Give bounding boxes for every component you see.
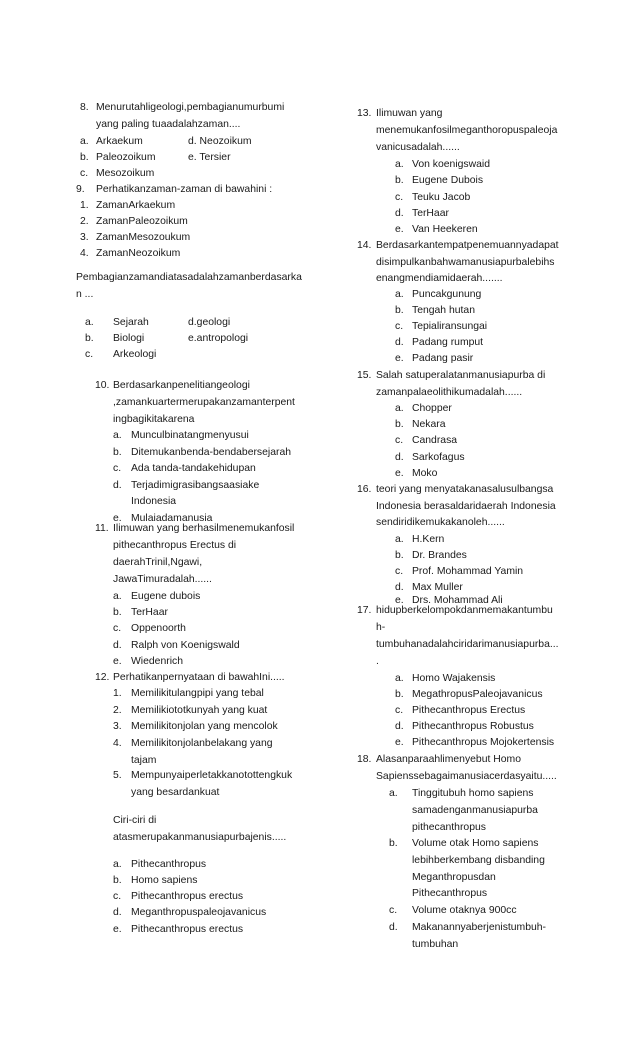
text-line: yang paling tuaadalahzaman.... (96, 119, 241, 130)
text-line: Max Muller (412, 582, 463, 593)
item-marker-b: b. (395, 305, 404, 316)
item-marker-a: a. (80, 136, 89, 147)
item-marker-9: 9. (76, 184, 85, 195)
answer-option: e.antropologi (188, 333, 249, 344)
text-line: Padang pasir (412, 353, 474, 364)
text-line: Sapienssebagaimanusiacerdasyaitu..... (376, 771, 557, 782)
text-line: Sejarah (113, 317, 149, 328)
item-marker-4: 4. (80, 248, 89, 259)
item-marker-1: 1. (80, 200, 89, 211)
text-line: Drs. Mohammad Ali (412, 595, 503, 606)
text-line: Memilikitulangpipi yang tebal (131, 688, 264, 699)
item-marker-b: b. (80, 152, 89, 163)
item-marker-c: c. (113, 891, 122, 902)
text-line: Moko (412, 468, 438, 479)
text-line: Salah satuperalatanmanusiapurba di (376, 370, 546, 381)
item-marker-b: b. (113, 875, 122, 886)
text-line: Arkeologi (113, 349, 157, 360)
text-line: Terjadimigrasibangsaasiake (131, 480, 260, 491)
item-marker-e: e. (113, 513, 122, 524)
text-line: Biologi (113, 333, 145, 344)
item-marker-d: d. (395, 208, 404, 219)
text-line: ZamanNeozoikum (96, 248, 181, 259)
item-marker-c: c. (85, 349, 94, 360)
item-marker-e: e. (113, 656, 122, 667)
text-line: Eugene Dubois (412, 175, 484, 186)
text-line: Ilimuwan yang (376, 108, 443, 119)
item-marker-2: 2. (80, 216, 89, 227)
text-line: Tinggitubuh homo sapiens (412, 788, 534, 799)
text-line: Prof. Mohammad Yamin (412, 566, 524, 577)
item-marker-c: c. (113, 623, 122, 634)
item-marker-e: e. (113, 924, 122, 935)
item-marker-17: 17. (357, 605, 372, 616)
text-line: H.Kern (412, 534, 445, 545)
text-line: menemukanfosilmeganthoropuspaleoja (376, 125, 558, 136)
text-line: Van Heekeren (412, 224, 478, 235)
text-line: tumbuhan (412, 939, 459, 950)
text-line: Berdasarkanpenelitiangeologi (113, 380, 250, 391)
text-line: yang besardankuat (131, 787, 220, 798)
text-line: ZamanArkaekum (96, 200, 176, 211)
text-line: daerahTrinil,Ngawi, (113, 557, 203, 568)
text-line: Mempunyaiperletakkanotottengkuk (131, 770, 293, 781)
text-line: Pithecanthropus Erectus (412, 705, 526, 716)
item-marker-a: a. (395, 403, 404, 414)
item-marker-1: 1. (113, 688, 122, 699)
item-marker-16: 16. (357, 484, 372, 495)
text-line: Meganthropusdan (412, 872, 496, 883)
item-marker-a: a. (85, 317, 94, 328)
text-line: Padang rumput (412, 337, 484, 348)
text-line: Puncakgunung (412, 289, 482, 300)
item-marker-c: c. (395, 192, 404, 203)
text-line: ZamanPaleozoikum (96, 216, 188, 227)
text-line: TerHaar (412, 208, 449, 219)
item-marker-a: a. (395, 673, 404, 684)
text-line: Indonesia (131, 496, 177, 507)
text-line: enangmendiamidaerah....... (376, 273, 503, 284)
text-line: JawaTimuradalah...... (113, 574, 212, 585)
text-line: TerHaar (131, 607, 168, 618)
item-marker-c: c. (389, 905, 398, 916)
item-marker-15: 15. (357, 370, 372, 381)
text-line: Meganthropuspaleojavanicus (131, 907, 267, 918)
text-line: . (376, 656, 379, 667)
item-marker-14: 14. (357, 240, 372, 251)
item-marker-c: c. (80, 168, 89, 179)
item-marker-e: e. (395, 468, 404, 479)
text-line: Ciri-ciri di (113, 815, 157, 826)
text-line: vanicusadalah...... (376, 142, 460, 153)
text-line: n ... (76, 289, 94, 300)
text-line: Tepialiransungai (412, 321, 488, 332)
text-line: Oppenoorth (131, 623, 186, 634)
item-marker-e: e. (395, 595, 404, 606)
item-marker-b: b. (395, 550, 404, 561)
text-line: Pithecanthropus (131, 859, 207, 870)
item-marker-c: c. (395, 566, 404, 577)
text-line: Berdasarkantempatpenemuannyadapat (376, 240, 559, 251)
text-line: Von koenigswaid (412, 159, 490, 170)
text-line: samadenganmanusiapurba (412, 805, 538, 816)
text-line: Alasanparaahlimenyebut Homo (376, 754, 521, 765)
text-line: Ralph von Koenigswald (131, 640, 240, 651)
item-marker-c: c. (395, 435, 404, 446)
text-line: teori yang menyatakanasalusulbangsa (376, 484, 554, 495)
item-marker-a: a. (113, 430, 122, 441)
item-marker-e: e. (395, 224, 404, 235)
item-marker-d: d. (395, 337, 404, 348)
item-marker-b: b. (113, 607, 122, 618)
text-line: Chopper (412, 403, 452, 414)
text-line: Homo sapiens (131, 875, 198, 886)
text-line: Munculbinatangmenyusui (131, 430, 249, 441)
text-line: sendiridikemukakanoleh...... (376, 517, 505, 528)
item-marker-3: 3. (80, 232, 89, 243)
text-line: ,zamankuartermerupakanzamanterpent (113, 397, 295, 408)
item-marker-d: d. (113, 907, 122, 918)
text-line: Pithecanthropus erectus (131, 924, 244, 935)
text-line: Eugene dubois (131, 591, 201, 602)
item-marker-b: b. (389, 838, 398, 849)
text-line: Ada tanda-tandakehidupan (131, 463, 256, 474)
item-marker-b: b. (395, 419, 404, 430)
text-line: Menurutahligeologi,pembagianumurbumi (96, 102, 285, 113)
item-marker-a: a. (389, 788, 398, 799)
item-marker-3: 3. (113, 721, 122, 732)
text-line: Ditemukanbenda-bendabersejarah (131, 447, 292, 458)
text-line: Mesozoikum (96, 168, 155, 179)
text-line: zamanpalaeolithikumadalah...... (376, 387, 523, 398)
text-line: pithecanthropus (412, 822, 486, 833)
item-marker-d: d. (395, 582, 404, 593)
item-marker-a: a. (395, 289, 404, 300)
text-line: Pithecanthropus Robustus (412, 721, 534, 732)
text-line: ZamanMesozoukum (96, 232, 191, 243)
text-line: Homo Wajakensis (412, 673, 496, 684)
item-marker-d: d. (395, 721, 404, 732)
item-marker-a: a. (395, 159, 404, 170)
text-line: disimpulkanbahwamanusiapurbalebihs (376, 257, 555, 268)
item-marker-d: d. (113, 480, 122, 491)
item-marker-10: 10. (95, 380, 110, 391)
text-line: MegathropusPaleojavanicus (412, 689, 543, 700)
item-marker-c: c. (395, 705, 404, 716)
text-line: Perhatikanzaman-zaman di bawahini : (96, 184, 273, 195)
item-marker-b: b. (395, 175, 404, 186)
text-line: Pembagianzamandiatasadalahzamanberdasarka (76, 272, 302, 283)
item-marker-a: a. (395, 534, 404, 545)
item-marker-8: 8. (80, 102, 89, 113)
item-marker-b: b. (395, 689, 404, 700)
text-line: Memilikitonjolan yang mencolok (131, 721, 278, 732)
text-line: Paleozoikum (96, 152, 156, 163)
item-marker-e: e. (395, 737, 404, 748)
item-marker-d: d. (113, 640, 122, 651)
item-marker-18: 18. (357, 754, 372, 765)
item-marker-d: d. (389, 922, 398, 933)
text-line: Wiedenrich (131, 656, 183, 667)
text-line: atasmerupakanmanusiapurbajenis..... (113, 832, 287, 843)
text-line: Teuku Jacob (412, 192, 471, 203)
item-marker-4: 4. (113, 738, 122, 749)
text-line: Perhatikanpernyataan di bawahIni..... (113, 672, 285, 683)
text-line: Volume otaknya 900cc (412, 905, 517, 916)
text-line: Sarkofagus (412, 452, 465, 463)
item-marker-5: 5. (113, 770, 122, 781)
text-line: Candrasa (412, 435, 458, 446)
item-marker-b: b. (113, 447, 122, 458)
text-line: Dr. Brandes (412, 550, 467, 561)
text-line: Arkaekum (96, 136, 143, 147)
item-marker-c: c. (113, 463, 122, 474)
text-line: ingbagikitakarena (113, 414, 195, 425)
answer-option: d. Neozoikum (188, 136, 252, 147)
item-marker-a: a. (113, 859, 122, 870)
text-line: Pithecanthropus (412, 888, 488, 899)
item-marker-2: 2. (113, 705, 122, 716)
item-marker-b: b. (85, 333, 94, 344)
text-line: Memilikitonjolanbelakang yang (131, 738, 273, 749)
item-marker-c: c. (395, 321, 404, 332)
text-line: Pithecanthropus erectus (131, 891, 244, 902)
item-marker-12: 12. (95, 672, 110, 683)
text-line: tajam (131, 755, 157, 766)
text-line: lebihberkembang disbanding (412, 855, 545, 866)
item-marker-e: e. (395, 353, 404, 364)
text-line: Tengah hutan (412, 305, 475, 316)
answer-option: d.geologi (188, 317, 231, 328)
text-line: Indonesia berasaldaridaerah Indonesia (376, 501, 556, 512)
answer-option: e. Tersier (188, 152, 231, 163)
item-marker-11: 11. (95, 523, 109, 534)
text-line: hidupberkelompokdanmemakantumbu (376, 605, 553, 616)
text-line: Ilimuwan yang berhasilmenemukanfosil (113, 523, 295, 534)
text-line: Nekara (412, 419, 446, 430)
text-line: Mulaiadamanusia (131, 513, 213, 524)
text-line: Pithecanthropus Mojokertensis (412, 737, 555, 748)
item-marker-13: 13. (357, 108, 372, 119)
text-line: tumbuhanadalahciridarimanusiapurba... (376, 639, 559, 650)
text-line: Makanannyaberjenistumbuh- (412, 922, 547, 933)
item-marker-a: a. (113, 591, 122, 602)
item-marker-d: d. (395, 452, 404, 463)
text-line: Volume otak Homo sapiens (412, 838, 539, 849)
text-line: Memilikiototkunyah yang kuat (131, 705, 268, 716)
text-line: pithecanthropus Erectus di (113, 540, 237, 551)
text-line: h- (376, 622, 386, 633)
